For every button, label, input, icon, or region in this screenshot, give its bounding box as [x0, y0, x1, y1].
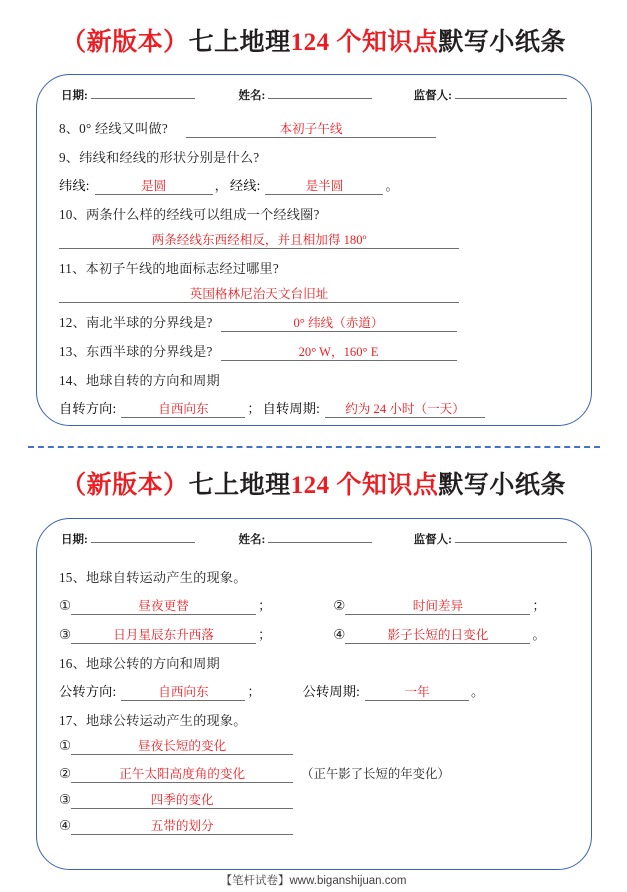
- title-black-subject-2: 七上地理: [188, 472, 291, 499]
- name-label-2: 姓名:: [238, 534, 266, 546]
- question-17-marker-4: ④: [59, 818, 72, 833]
- question-9-label-b: 经线:: [229, 178, 261, 193]
- question-9-text: 9、纬线和经线的形状分别是什么?: [59, 150, 260, 165]
- name-field-2[interactable]: [238, 531, 372, 547]
- supervisor-label-2: 监督人:: [413, 534, 452, 546]
- question-12-answer[interactable]: 0° 纬线（赤道）: [221, 315, 457, 332]
- question-14-answers: [59, 398, 569, 418]
- question-15-end-2: ；: [532, 598, 546, 613]
- question-15-marker-4: ④: [333, 627, 346, 642]
- page-divider: [28, 446, 600, 448]
- question-13-text: 13、东西半球的分界线是?: [59, 344, 213, 359]
- question-14-answer-b[interactable]: 约为 24 小时（一天）: [325, 401, 485, 418]
- worksheet-card-1: [36, 74, 592, 426]
- question-15-answer-1[interactable]: 昼夜更替: [71, 598, 256, 615]
- question-12: [59, 312, 569, 332]
- title-red-count-2: 124 个知识点: [290, 472, 439, 499]
- question-17-marker-3: ③: [59, 792, 72, 807]
- date-input-1[interactable]: [91, 88, 195, 99]
- question-14-separator: ；: [247, 401, 261, 416]
- supervisor-field-2[interactable]: [414, 531, 567, 547]
- footer-watermark: [0, 872, 627, 888]
- question-15-answer-4[interactable]: 影子长短的日变化: [345, 627, 530, 644]
- question-15: [59, 567, 569, 586]
- question-17-item-3: [59, 792, 569, 809]
- title-black-suffix-1: 默写小纸条: [438, 29, 566, 56]
- name-field-1[interactable]: [238, 87, 372, 103]
- question-15-item-1: [59, 595, 273, 615]
- question-9-answers: [59, 175, 569, 195]
- question-11-answer[interactable]: 英国格林尼治天文台旧址: [59, 286, 459, 303]
- supervisor-field-1[interactable]: [414, 87, 567, 103]
- question-17-note-2: （正午影了长短的年变化）: [301, 767, 450, 781]
- name-label-1: 姓名:: [238, 90, 266, 102]
- title-black-suffix-2: 默写小纸条: [438, 472, 566, 499]
- date-label-1: 日期:: [61, 90, 88, 102]
- title-red-count-1: 124 个知识点: [290, 29, 439, 56]
- question-15-item-4: [333, 624, 547, 644]
- date-field-2[interactable]: [61, 531, 195, 547]
- question-10-answer-row: [59, 232, 569, 249]
- question-12-text: 12、南北半球的分界线是?: [59, 315, 213, 330]
- question-15-item-3: [59, 624, 273, 644]
- question-16-text: 16、地球公转的方向和周期: [59, 656, 220, 671]
- question-10: [59, 204, 569, 223]
- supervisor-label-1: 监督人:: [413, 90, 452, 102]
- name-input-1[interactable]: [268, 88, 372, 99]
- question-8-answer[interactable]: 本初子午线: [186, 121, 436, 138]
- question-15-marker-1: ①: [59, 598, 72, 613]
- question-14-answer-a[interactable]: 自西向东: [121, 401, 245, 418]
- question-16-answer-b[interactable]: 一年: [365, 684, 469, 701]
- question-body-2: [37, 547, 591, 849]
- question-17-answer-3[interactable]: 四季的变化: [71, 792, 293, 809]
- question-14: [59, 370, 569, 389]
- question-11: [59, 258, 569, 277]
- date-label-2: 日期:: [61, 534, 88, 546]
- question-16-answers: [59, 681, 569, 701]
- question-17: [59, 710, 569, 729]
- question-9-answer-a[interactable]: 是圆: [95, 178, 213, 195]
- question-14-text: 14、地球自转的方向和周期: [59, 373, 220, 388]
- question-17-marker-2: ②: [59, 766, 72, 781]
- question-15-item-2: [333, 595, 547, 615]
- question-8-text: 8、0° 经线又叫做?: [59, 121, 168, 136]
- question-body-1: [37, 103, 591, 432]
- name-input-2[interactable]: [268, 532, 372, 543]
- date-input-2[interactable]: [91, 532, 195, 543]
- meta-row-2: [37, 519, 591, 547]
- question-9-separator: ，: [214, 178, 228, 193]
- question-10-answer[interactable]: 两条经线东西经相反，并且相加得 180º: [59, 232, 459, 249]
- question-16-label-b: 公转周期:: [302, 684, 361, 699]
- question-15-text: 15、地球自转运动产生的现象。: [59, 570, 247, 585]
- question-17-item-2: [59, 764, 569, 783]
- question-17-text: 17、地球公转运动产生的现象。: [59, 713, 247, 728]
- question-17-marker-1: ①: [59, 738, 72, 753]
- question-8: [59, 118, 569, 138]
- question-9: [59, 147, 569, 166]
- title-red-prefix-1: （新版本）: [61, 29, 189, 56]
- question-16-answer-a[interactable]: 自西向东: [121, 684, 245, 701]
- question-15-end-3: ；: [258, 627, 272, 642]
- title-red-prefix-2: （新版本）: [61, 472, 189, 499]
- question-17-item-1: [59, 738, 569, 755]
- footer-text: 【笔杆试卷】www.biganshijuan.com: [220, 875, 407, 887]
- question-16-label-a: 公转方向:: [59, 684, 117, 699]
- question-15-row-1: [59, 595, 569, 615]
- question-11-answer-row: [59, 286, 569, 303]
- supervisor-input-2[interactable]: [455, 532, 567, 543]
- question-9-answer-b[interactable]: 是半圆: [265, 178, 383, 195]
- worksheet-card-2: [36, 518, 592, 870]
- question-15-marker-2: ②: [333, 598, 346, 613]
- question-15-row-2: [59, 624, 569, 644]
- question-10-text: 10、两条什么样的经线可以组成一个经线圈?: [59, 207, 320, 222]
- question-17-item-4: [59, 818, 569, 835]
- question-15-end-1: ；: [258, 598, 272, 613]
- question-9-end: 。: [385, 178, 399, 193]
- meta-row-1: [37, 75, 591, 103]
- sheet-title-2: [0, 473, 627, 498]
- title-black-subject-1: 七上地理: [188, 29, 291, 56]
- question-13-answer[interactable]: 20° W，160° E: [221, 344, 457, 361]
- question-15-end-4: 。: [532, 627, 546, 642]
- question-16: [59, 653, 569, 672]
- question-14-label-a: 自转方向:: [59, 401, 117, 416]
- question-17-answer-1[interactable]: 昼夜长短的变化: [71, 738, 293, 755]
- question-17-answer-2[interactable]: 正午太阳高度角的变化: [71, 766, 293, 783]
- question-11-text: 11、本初子午线的地面标志经过哪里?: [59, 261, 279, 276]
- question-16-separator: ；: [247, 684, 261, 699]
- question-14-label-b: 自转周期:: [262, 401, 321, 416]
- sheet-title-1: [0, 30, 627, 55]
- question-17-answer-4[interactable]: 五带的划分: [71, 818, 293, 835]
- question-16-end: 。: [471, 684, 485, 699]
- question-13: [59, 341, 569, 361]
- question-15-answer-3[interactable]: 日月星辰东升西落: [71, 627, 256, 644]
- question-15-marker-3: ③: [59, 627, 72, 642]
- date-field-1[interactable]: [61, 87, 195, 103]
- question-15-answer-2[interactable]: 时间差异: [345, 598, 530, 615]
- question-9-label-a: 纬线:: [59, 178, 90, 193]
- supervisor-input-1[interactable]: [455, 88, 567, 99]
